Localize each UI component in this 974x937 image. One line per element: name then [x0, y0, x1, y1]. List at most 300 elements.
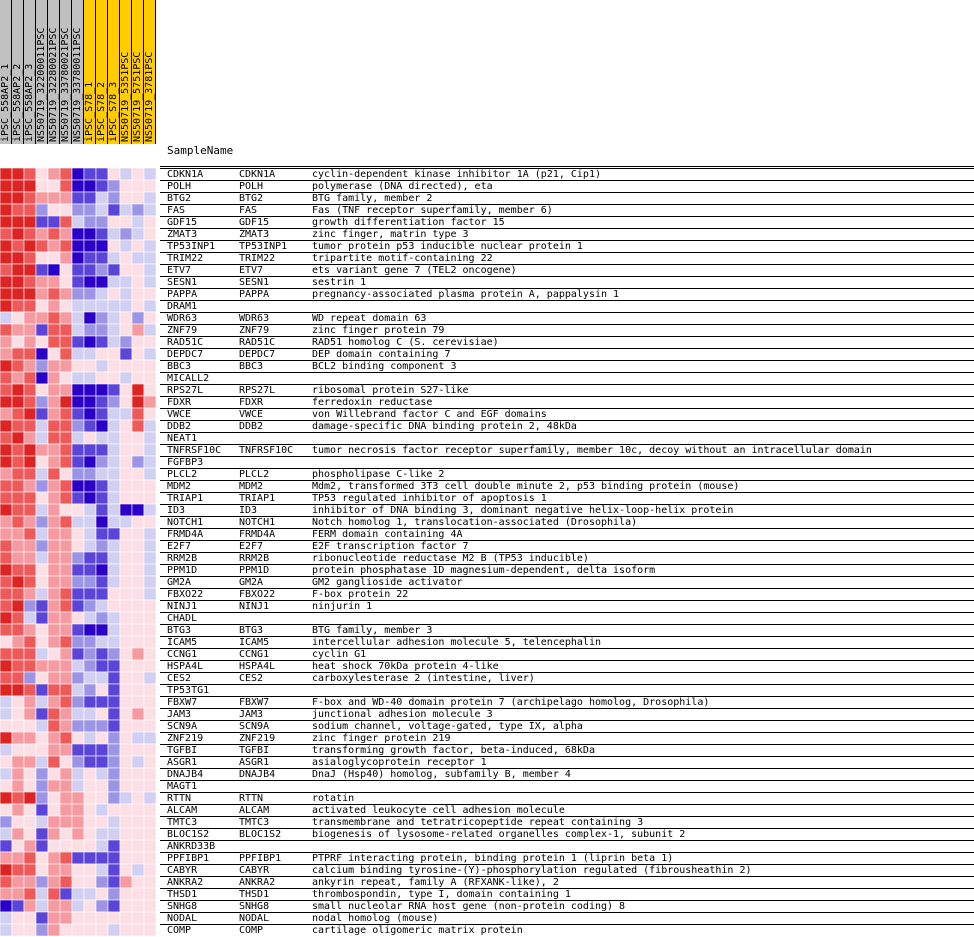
heatmap-cell: [132, 252, 144, 264]
gene-description: ribosomal protein S27-like: [312, 385, 469, 396]
heatmap-cell: [36, 336, 48, 348]
gene-description: polymerase (DNA directed), eta: [312, 181, 493, 192]
table-row: [160, 660, 974, 672]
heatmap-cell: [108, 828, 120, 840]
heatmap-cell: [12, 276, 24, 288]
column-header: [12, 0, 24, 144]
heatmap-cell: [12, 588, 24, 600]
heatmap-cell: [36, 660, 48, 672]
gene-description: E2F transcription factor 7: [312, 541, 469, 552]
heatmap-cell: [84, 900, 96, 912]
heatmap-cell: [144, 240, 156, 252]
heatmap-cell: [12, 648, 24, 660]
table-row: [160, 324, 974, 336]
heatmap-cell: [0, 888, 12, 900]
heatmap-cell: [12, 336, 24, 348]
heatmap-cell: [48, 552, 60, 564]
heatmap-cell: [60, 228, 72, 240]
heatmap-cell: [144, 852, 156, 864]
heatmap-cell: [36, 240, 48, 252]
heatmap-cell: [36, 768, 48, 780]
heatmap-cell: [0, 444, 12, 456]
heatmap-cell: [144, 816, 156, 828]
heatmap-cell: [0, 432, 12, 444]
heatmap-cell: [96, 696, 108, 708]
heatmap-cell: [144, 708, 156, 720]
gene-name: PLCL2: [167, 469, 198, 480]
heatmap-cell: [132, 180, 144, 192]
gene-name: SCN9A: [167, 721, 198, 732]
table-row: [160, 672, 974, 684]
heatmap-cell: [24, 780, 36, 792]
heatmap-cell: [72, 456, 84, 468]
heatmap-cell: [48, 588, 60, 600]
gene-name: FBXW7: [167, 697, 198, 708]
gene-description: zinc finger protein 219: [312, 733, 451, 744]
gene-name: ZNF219: [167, 733, 204, 744]
heatmap-cell: [96, 804, 108, 816]
heatmap-cell: [72, 792, 84, 804]
gene-description: Notch homolog 1, translocation-associated (Drosophila): [312, 517, 638, 528]
table-row: [160, 852, 974, 864]
heatmap-cell: [24, 300, 36, 312]
heatmap-cell: [144, 552, 156, 564]
heatmap-cell: [24, 372, 36, 384]
heatmap-cell: [12, 192, 24, 204]
heatmap-cell: [48, 216, 60, 228]
heatmap-cell: [120, 204, 132, 216]
heatmap-cell: [24, 672, 36, 684]
heatmap-cell: [36, 816, 48, 828]
heatmap-cell: [132, 624, 144, 636]
heatmap-cell: [24, 192, 36, 204]
heatmap-cell: [36, 924, 48, 936]
heatmap-cell: [84, 696, 96, 708]
heatmap-cell: [120, 480, 132, 492]
gene-symbol: ALCAM: [239, 805, 270, 816]
gene-name: RRM2B: [167, 553, 198, 564]
heatmap-cell: [96, 924, 108, 936]
heatmap-cell: [24, 288, 36, 300]
heatmap-cell: [132, 660, 144, 672]
heatmap-cell: [72, 288, 84, 300]
heatmap-cell: [144, 180, 156, 192]
heatmap-cell: [108, 336, 120, 348]
heatmap-cell: [0, 468, 12, 480]
heatmap-cell: [60, 444, 72, 456]
heatmap-cell: [36, 756, 48, 768]
heatmap-cell: [84, 348, 96, 360]
gene-description: phospholipase C-like 2: [312, 469, 445, 480]
table-row: [160, 540, 974, 552]
gene-symbol: GDF15: [239, 217, 270, 228]
heatmap-cell: [12, 888, 24, 900]
gene-symbol: FRMD4A: [239, 529, 276, 540]
heatmap-cell: [132, 588, 144, 600]
heatmap-cell: [48, 564, 60, 576]
heatmap-cell: [60, 624, 72, 636]
table-row: [160, 384, 974, 396]
gene-symbol: BTG3: [239, 625, 264, 636]
heatmap-cell: [96, 264, 108, 276]
heatmap-cell: [84, 324, 96, 336]
heatmap-cell: [60, 828, 72, 840]
heatmap-cell: [12, 804, 24, 816]
gene-name: FRMD4A: [167, 529, 204, 540]
gene-description: cyclin G1: [312, 649, 367, 660]
heatmap-cell: [84, 612, 96, 624]
heatmap-cell: [36, 876, 48, 888]
heatmap-cell: [0, 480, 12, 492]
gene-symbol: SESN1: [239, 277, 270, 288]
heatmap-cell: [60, 360, 72, 372]
gene-name: TP53TG1: [167, 685, 210, 696]
heatmap-cell: [144, 492, 156, 504]
heatmap-cell: [12, 408, 24, 420]
heatmap-cell: [0, 360, 12, 372]
heatmap-cell: [144, 720, 156, 732]
heatmap-cell: [144, 888, 156, 900]
heatmap-cell: [12, 204, 24, 216]
heatmap-cell: [84, 540, 96, 552]
gene-name: NINJ1: [167, 601, 198, 612]
heatmap-cell: [0, 372, 12, 384]
heatmap-cell: [72, 684, 84, 696]
heatmap-cell: [12, 252, 24, 264]
table-row: [160, 816, 974, 828]
heatmap-cell: [36, 288, 48, 300]
heatmap-cell: [108, 348, 120, 360]
heatmap-cell: [96, 396, 108, 408]
heatmap-cell: [72, 804, 84, 816]
heatmap-cell: [96, 720, 108, 732]
heatmap-cell: [36, 648, 48, 660]
heatmap-cell: [72, 252, 84, 264]
gene-name: NOTCH1: [167, 517, 204, 528]
heatmap-cell: [48, 540, 60, 552]
heatmap-cell: [72, 228, 84, 240]
heatmap-cell: [0, 624, 12, 636]
heatmap-cell: [84, 420, 96, 432]
gene-description: nodal homolog (mouse): [312, 913, 439, 924]
heatmap-cell: [12, 876, 24, 888]
column-header-label: NS50719_33780021PSC: [60, 27, 71, 142]
heatmap-cell: [48, 516, 60, 528]
gene-name: PAPPA: [167, 289, 198, 300]
heatmap-cell: [144, 828, 156, 840]
heatmap-cell: [48, 324, 60, 336]
heatmap-cell: [12, 924, 24, 936]
heatmap-cell: [60, 492, 72, 504]
heatmap-cell: [84, 564, 96, 576]
heatmap-cell: [144, 336, 156, 348]
heatmap-cell: [84, 924, 96, 936]
heatmap-cell: [60, 396, 72, 408]
heatmap-cell: [72, 600, 84, 612]
heatmap-cell: [144, 420, 156, 432]
heatmap-cell: [96, 192, 108, 204]
table-row: [160, 600, 974, 612]
heatmap-cell: [132, 288, 144, 300]
gene-name: GDF15: [167, 217, 198, 228]
table-row: [160, 720, 974, 732]
gene-name: RTTN: [167, 793, 192, 804]
gene-symbol: ID3: [239, 505, 258, 516]
heatmap-cell: [72, 408, 84, 420]
heatmap-cell: [60, 180, 72, 192]
heatmap-cell: [36, 324, 48, 336]
table-row: [160, 732, 974, 744]
heatmap-cell: [60, 252, 72, 264]
gene-symbol: RRM2B: [239, 553, 270, 564]
heatmap-cell: [36, 732, 48, 744]
heatmap-cell: [132, 336, 144, 348]
heatmap-cell: [84, 792, 96, 804]
heatmap-cell: [24, 876, 36, 888]
heatmap-cell: [108, 504, 120, 516]
gene-description: Mdm2, transformed 3T3 cell double minute 2, p53 binding protein (mouse): [312, 481, 740, 492]
heatmap-cell: [84, 276, 96, 288]
heatmap-cell: [48, 204, 60, 216]
heatmap-cell: [144, 408, 156, 420]
heatmap-cell: [120, 780, 132, 792]
heatmap-cell: [48, 300, 60, 312]
heatmap-cell: [36, 396, 48, 408]
heatmap-cell: [0, 576, 12, 588]
column-header-label: iPSC_S78_1: [84, 81, 95, 142]
heatmap-cell: [0, 420, 12, 432]
heatmap-cell: [120, 912, 132, 924]
heatmap-cell: [132, 612, 144, 624]
gene-symbol: BTG2: [239, 193, 264, 204]
gene-name: RPS27L: [167, 385, 204, 396]
heatmap-cell: [24, 732, 36, 744]
table-row: [160, 264, 974, 276]
heatmap-cell: [0, 240, 12, 252]
heatmap-cell: [120, 396, 132, 408]
column-headers: [0, 0, 160, 168]
heatmap-cell: [60, 804, 72, 816]
heatmap-cell: [36, 552, 48, 564]
table-row: [160, 204, 974, 216]
heatmap-cell: [108, 756, 120, 768]
table-row: [160, 420, 974, 432]
heatmap-cell: [144, 684, 156, 696]
heatmap-cell: [132, 300, 144, 312]
heatmap-cell: [84, 336, 96, 348]
heatmap-cell: [36, 576, 48, 588]
gene-description: inhibitor of DNA binding 3, dominant negative helix-loop-helix protein: [312, 505, 734, 516]
heatmap-cell: [96, 216, 108, 228]
gene-description: GM2 ganglioside activator: [312, 577, 463, 588]
gene-description: pregnancy-associated plasma protein A, pappalysin 1: [312, 289, 620, 300]
heatmap-cell: [108, 528, 120, 540]
heatmap-cell: [96, 360, 108, 372]
heatmap-cell: [108, 300, 120, 312]
heatmap-cell: [84, 240, 96, 252]
table-row: [160, 288, 974, 300]
heatmap-cell: [96, 504, 108, 516]
heatmap-cell: [48, 888, 60, 900]
heatmap-cell: [72, 300, 84, 312]
heatmap-cell: [84, 264, 96, 276]
gene-symbol: RTTN: [239, 793, 264, 804]
heatmap-cell: [60, 216, 72, 228]
heatmap-cell: [0, 168, 12, 180]
heatmap-cell: [72, 720, 84, 732]
table-row: [160, 708, 974, 720]
heatmap-cell: [120, 300, 132, 312]
heatmap-cell: [36, 312, 48, 324]
gene-name: VWCE: [167, 409, 192, 420]
heatmap-cell: [72, 504, 84, 516]
heatmap-cell: [108, 600, 120, 612]
heatmap-cell: [48, 804, 60, 816]
heatmap-cell: [144, 756, 156, 768]
column-header: [120, 0, 132, 144]
heatmap-cell: [0, 756, 12, 768]
heatmap-cell: [120, 624, 132, 636]
heatmap-cell: [36, 912, 48, 924]
gene-symbol: NINJ1: [239, 601, 270, 612]
column-header: [36, 0, 48, 144]
table-row: [160, 876, 974, 888]
heatmap-cell: [120, 540, 132, 552]
heatmap-cell: [84, 180, 96, 192]
heatmap-cell: [96, 672, 108, 684]
heatmap-cell: [12, 780, 24, 792]
heatmap-cell: [24, 516, 36, 528]
heatmap-cell: [0, 204, 12, 216]
gene-description: damage-specific DNA binding protein 2, 48kDa: [312, 421, 577, 432]
heatmap-cell: [72, 576, 84, 588]
column-header: [144, 0, 156, 144]
heatmap-cell: [120, 408, 132, 420]
table-row: [160, 528, 974, 540]
heatmap-cell: [72, 348, 84, 360]
gene-description: ribonucleotide reductase M2 B (TP53 inducible): [312, 553, 589, 564]
heatmap-cell: [96, 708, 108, 720]
heatmap-cell: [120, 504, 132, 516]
gene-name: ANKRD33B: [167, 841, 216, 852]
heatmap-cell: [144, 648, 156, 660]
heatmap-cell: [24, 168, 36, 180]
heatmap-cell: [96, 612, 108, 624]
heatmap-cell: [84, 168, 96, 180]
heatmap-cell: [144, 624, 156, 636]
heatmap-cell: [144, 840, 156, 852]
table-row: [160, 504, 974, 516]
column-header-label: NS50719_3781PSC: [144, 51, 155, 142]
heatmap-cell: [72, 564, 84, 576]
heatmap-cell: [132, 408, 144, 420]
heatmap-cell: [24, 768, 36, 780]
gene-name: TNFRSF10C: [167, 445, 222, 456]
heatmap-cell: [12, 744, 24, 756]
heatmap-cell: [132, 264, 144, 276]
heatmap-cell: [96, 732, 108, 744]
heatmap-cell: [120, 900, 132, 912]
sample-name-label: SampleName: [167, 144, 234, 157]
table-row: [160, 300, 974, 312]
heatmap-cell: [96, 900, 108, 912]
heatmap-cell: [132, 828, 144, 840]
heatmap-cell: [24, 528, 36, 540]
gene-name: CDKN1A: [167, 169, 204, 180]
heatmap-cell: [132, 864, 144, 876]
heatmap-cell: [96, 528, 108, 540]
heatmap-cell: [84, 588, 96, 600]
heatmap-cell: [60, 612, 72, 624]
heatmap-cell: [84, 504, 96, 516]
heatmap-cell: [48, 468, 60, 480]
heatmap-cell: [84, 204, 96, 216]
heatmap-cell: [96, 300, 108, 312]
heatmap-cell: [96, 852, 108, 864]
heatmap-cell: [60, 876, 72, 888]
heatmap-cell: [0, 564, 12, 576]
heatmap-cell: [144, 696, 156, 708]
heatmap-cell: [12, 732, 24, 744]
heatmap-cell: [108, 792, 120, 804]
heatmap-cell: [36, 444, 48, 456]
heatmap-cell: [72, 540, 84, 552]
heatmap-cell: [96, 348, 108, 360]
heatmap-cell: [60, 744, 72, 756]
heatmap-cell: [36, 840, 48, 852]
gene-description: intercellular adhesion molecule 5, telencephalin: [312, 637, 601, 648]
heatmap-cell: [84, 660, 96, 672]
heatmap-cell: [48, 480, 60, 492]
gene-name: ANKRA2: [167, 877, 204, 888]
heatmap-cell: [12, 444, 24, 456]
heatmap-cell: [60, 516, 72, 528]
heatmap-cell: [72, 780, 84, 792]
heatmap-cell: [72, 468, 84, 480]
heatmap-cell: [108, 516, 120, 528]
heatmap-cell: [132, 600, 144, 612]
heatmap-cell: [108, 924, 120, 936]
table-row: [160, 768, 974, 780]
gene-name: BLOC1S2: [167, 829, 210, 840]
table-row: [160, 168, 974, 180]
heatmap-cell: [72, 624, 84, 636]
table-row: [160, 336, 974, 348]
gene-symbol: HSPA4L: [239, 661, 276, 672]
heatmap-cell: [108, 420, 120, 432]
gene-symbol: COMP: [239, 925, 264, 936]
heatmap-cell: [96, 384, 108, 396]
heatmap-cell: [72, 360, 84, 372]
heatmap-cell: [144, 504, 156, 516]
heatmap-cell: [12, 288, 24, 300]
heatmap-cell: [108, 636, 120, 648]
gene-symbol: TGFBI: [239, 745, 270, 756]
gene-description: WD repeat domain 63: [312, 313, 427, 324]
heatmap-cell: [132, 888, 144, 900]
heatmap-cell: [60, 816, 72, 828]
heatmap-cell: [12, 912, 24, 924]
heatmap-cell: [132, 372, 144, 384]
heatmap-cell: [108, 900, 120, 912]
heatmap-cell: [120, 840, 132, 852]
heatmap-cell: [144, 252, 156, 264]
heatmap-cell: [120, 528, 132, 540]
heatmap-cell: [132, 720, 144, 732]
gene-description: von Willebrand factor C and EGF domains: [312, 409, 547, 420]
table-row: [160, 648, 974, 660]
heatmap-cell: [108, 768, 120, 780]
